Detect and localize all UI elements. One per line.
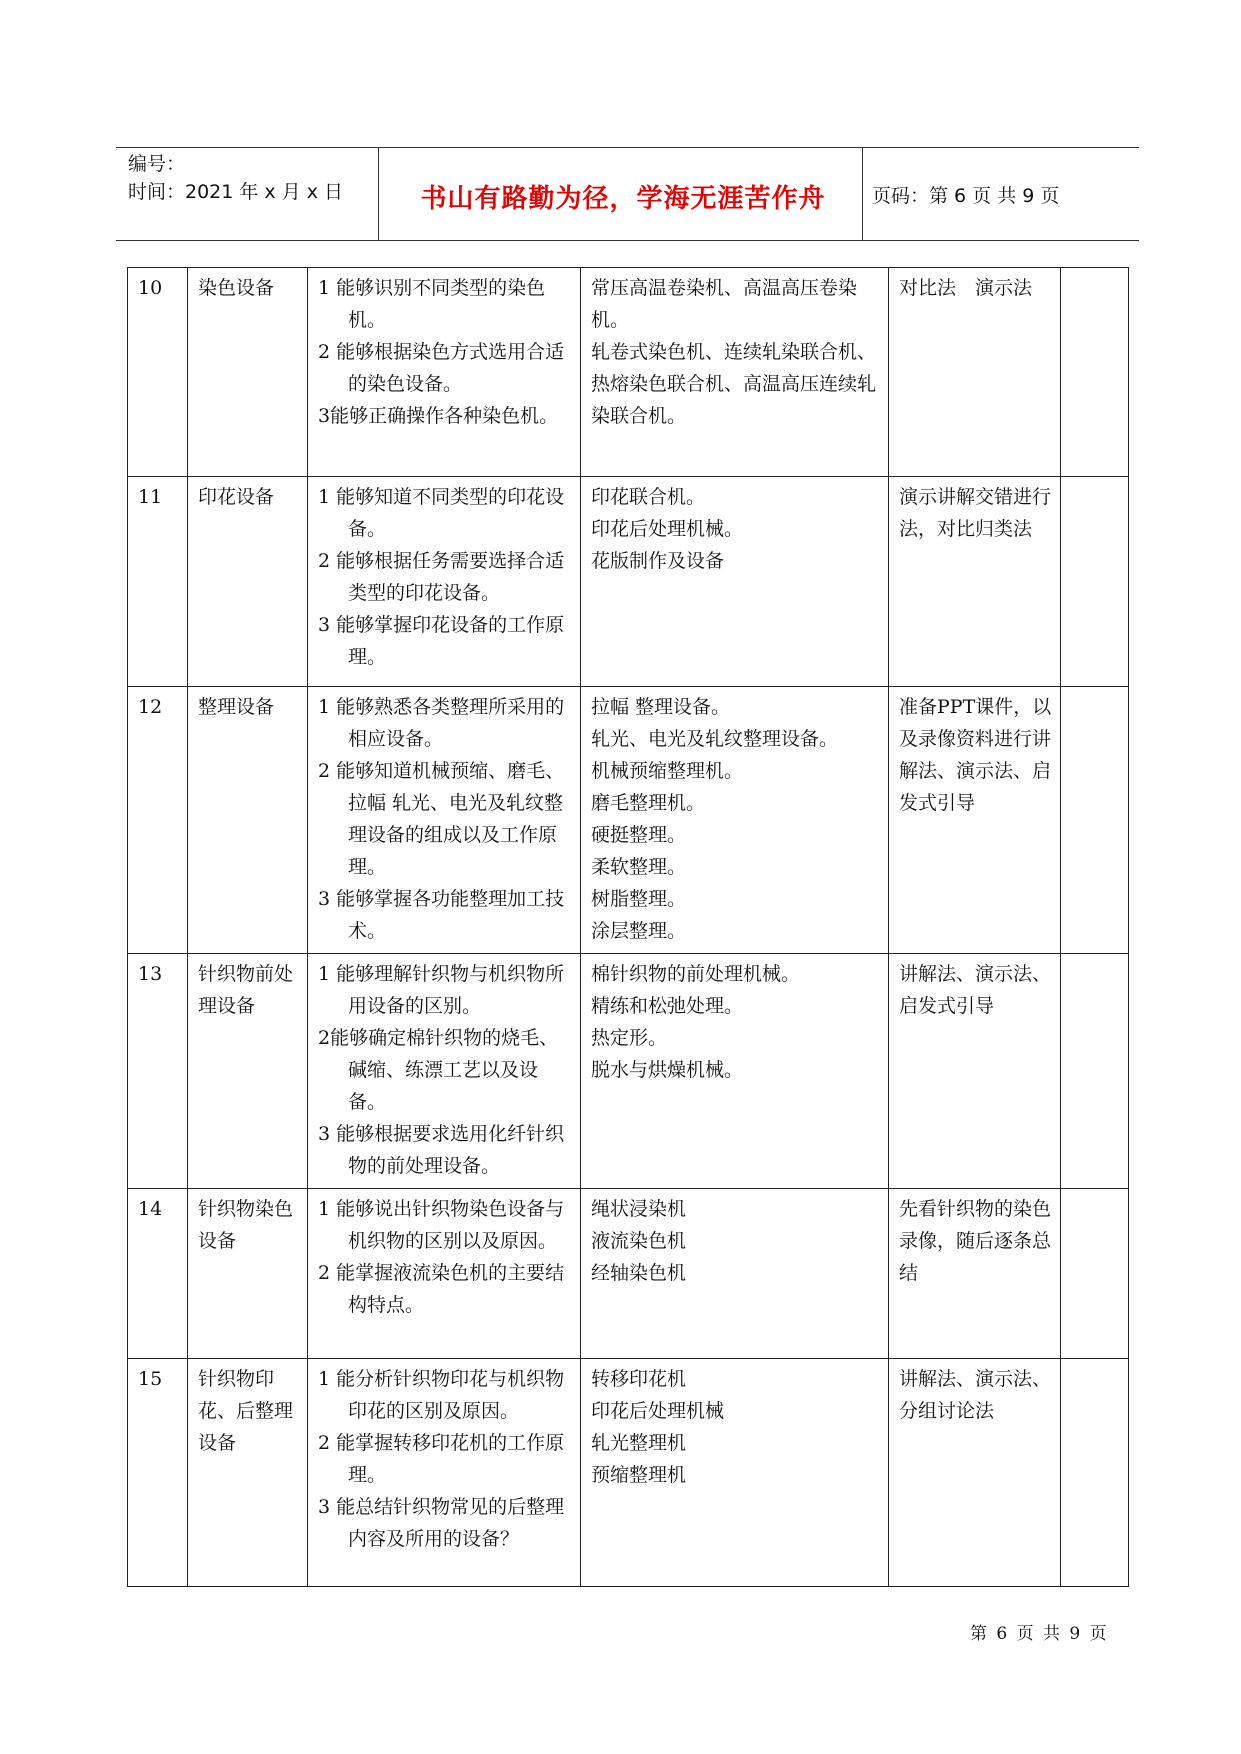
- course-table: [127, 267, 1129, 1587]
- item-name-cell: 针织物印花、后整理设备: [188, 1359, 308, 1587]
- method-cell: 准备PPT课件，以及录像资料进行讲解法、演示法、启发式引导: [889, 687, 1061, 954]
- header-meta: [128, 150, 368, 206]
- content-line: 热定形。: [591, 1027, 668, 1049]
- content-line: 棉针织物的前处理机械。: [591, 963, 801, 985]
- goals-cell: [308, 1359, 581, 1587]
- goal-line: 1 能分析针织物印花与机织物印花的区别及原因。: [318, 1368, 565, 1422]
- table-row: [128, 1189, 1129, 1359]
- content-line: 转移印花机: [591, 1368, 687, 1390]
- header-motto: 书山有路勤为径，学海无涯苦作舟: [420, 184, 826, 214]
- row-number-cell: 14: [128, 1189, 188, 1359]
- content-line: 常压高温卷染机、高温高压卷染机。: [591, 277, 858, 331]
- time-label: 时间：2021 年 x 月 x 日: [128, 181, 344, 203]
- goal-line: 1 能够熟悉各类整理所采用的相应设备。: [318, 696, 565, 750]
- extra-cell: [1061, 268, 1129, 477]
- extra-cell: [1061, 1189, 1129, 1359]
- goal-line: 3能够正确操作各种染色机。: [318, 405, 559, 427]
- extra-cell: [1061, 1359, 1129, 1587]
- row-number-cell: 13: [128, 954, 188, 1189]
- table-row: [128, 1359, 1129, 1587]
- goal-line: 3 能总结针织物常见的后整理内容及所用的设备？: [318, 1496, 565, 1550]
- content-line: 硬挺整理。: [591, 824, 687, 846]
- page-header: [116, 147, 1139, 241]
- row-number-cell: 12: [128, 687, 188, 954]
- item-name-cell: 针织物染色设备: [188, 1189, 308, 1359]
- table-row: [128, 687, 1129, 954]
- item-name-cell: 印花设备: [188, 477, 308, 687]
- content-cell: [581, 1359, 889, 1587]
- content-line: 涂层整理。: [591, 920, 687, 942]
- content-line: 树脂整理。: [591, 888, 687, 910]
- content-line: 印花联合机。: [591, 486, 706, 508]
- content-line: 绳状浸染机: [591, 1198, 687, 1220]
- goal-line: 2 能够根据染色方式选用合适的染色设备。: [318, 341, 565, 395]
- method-cell: 对比法 演示法: [889, 268, 1061, 477]
- row-number-cell: 11: [128, 477, 188, 687]
- content-line: 机械预缩整理机。: [591, 760, 744, 782]
- goal-line: 2 能掌握液流染色机的主要结构特点。: [318, 1262, 565, 1316]
- content-line: 预缩整理机: [591, 1464, 687, 1486]
- page-footer: 第 6 页 共 9 页: [970, 1624, 1109, 1644]
- goals-cell: [308, 1189, 581, 1359]
- item-name-cell: 针织物前处理设备: [188, 954, 308, 1189]
- content-line: 柔软整理。: [591, 856, 687, 878]
- content-line: 经轴染色机: [591, 1262, 687, 1284]
- goal-line: 1 能够知道不同类型的印花设备。: [318, 486, 565, 540]
- content-line: 拉幅 整理设备。: [591, 696, 731, 718]
- goals-cell: [308, 954, 581, 1189]
- goal-line: 2能够确定棉针织物的烧毛、碱缩、练漂工艺以及设备。: [318, 1027, 559, 1113]
- content-line: 印花后处理机械: [591, 1400, 725, 1422]
- content-line: 印花后处理机械。: [591, 518, 744, 540]
- goal-line: 1 能够理解针织物与机织物所用设备的区别。: [318, 963, 565, 1017]
- content-line: 液流染色机: [591, 1230, 687, 1252]
- content-line: 脱水与烘燥机械。: [591, 1059, 744, 1081]
- row-number-cell: 10: [128, 268, 188, 477]
- header-page-number: 页码：第 6 页 共 9 页: [872, 185, 1060, 207]
- goal-line: 3 能够根据要求选用化纤针织物的前处理设备。: [318, 1123, 565, 1177]
- goal-line: 1 能够说出针织物染色设备与机织物的区别以及原因。: [318, 1198, 565, 1252]
- row-number-cell: 15: [128, 1359, 188, 1587]
- table-row: [128, 477, 1129, 687]
- header-divider: [862, 148, 863, 240]
- content-line: 磨毛整理机。: [591, 792, 706, 814]
- goal-line: 1 能够识别不同类型的染色机。: [318, 277, 546, 331]
- table-row: [128, 954, 1129, 1189]
- goal-line: 2 能够知道机械预缩、磨毛、拉幅 轧光、电光及轧纹整理设备的组成以及工作原理。: [318, 760, 565, 878]
- method-cell: 讲解法、演示法、启发式引导: [889, 954, 1061, 1189]
- content-line: 精练和松弛处理。: [591, 995, 744, 1017]
- content-line: 轧光整理机: [591, 1432, 687, 1454]
- extra-cell: [1061, 687, 1129, 954]
- number-label: 编号：: [128, 153, 186, 175]
- content-cell: [581, 1189, 889, 1359]
- goal-line: 2 能掌握转移印花机的工作原理。: [318, 1432, 565, 1486]
- goals-cell: [308, 687, 581, 954]
- goals-cell: [308, 268, 581, 477]
- extra-cell: [1061, 477, 1129, 687]
- method-cell: 演示讲解交错进行法，对比归类法: [889, 477, 1061, 687]
- content-line: 轧光、电光及轧纹整理设备。: [591, 728, 839, 750]
- content-cell: [581, 268, 889, 477]
- extra-cell: [1061, 954, 1129, 1189]
- goals-cell: [308, 477, 581, 687]
- content-line: 轧卷式染色机、连续轧染联合机、热熔染色联合机、高温高压连续轧染联合机。: [591, 341, 877, 427]
- goal-line: 3 能够掌握印花设备的工作原理。: [318, 614, 565, 668]
- content-cell: [581, 477, 889, 687]
- goal-line: 2 能够根据任务需要选择合适类型的印花设备。: [318, 550, 565, 604]
- item-name-cell: 染色设备: [188, 268, 308, 477]
- method-cell: 讲解法、演示法、分组讨论法: [889, 1359, 1061, 1587]
- goal-line: 3 能够掌握各功能整理加工技术。: [318, 888, 565, 942]
- content-cell: [581, 687, 889, 954]
- method-cell: 先看针织物的染色录像，随后逐条总结: [889, 1189, 1061, 1359]
- item-name-cell: 整理设备: [188, 687, 308, 954]
- table-row: [128, 268, 1129, 477]
- content-line: 花版制作及设备: [591, 550, 725, 572]
- content-cell: [581, 954, 889, 1189]
